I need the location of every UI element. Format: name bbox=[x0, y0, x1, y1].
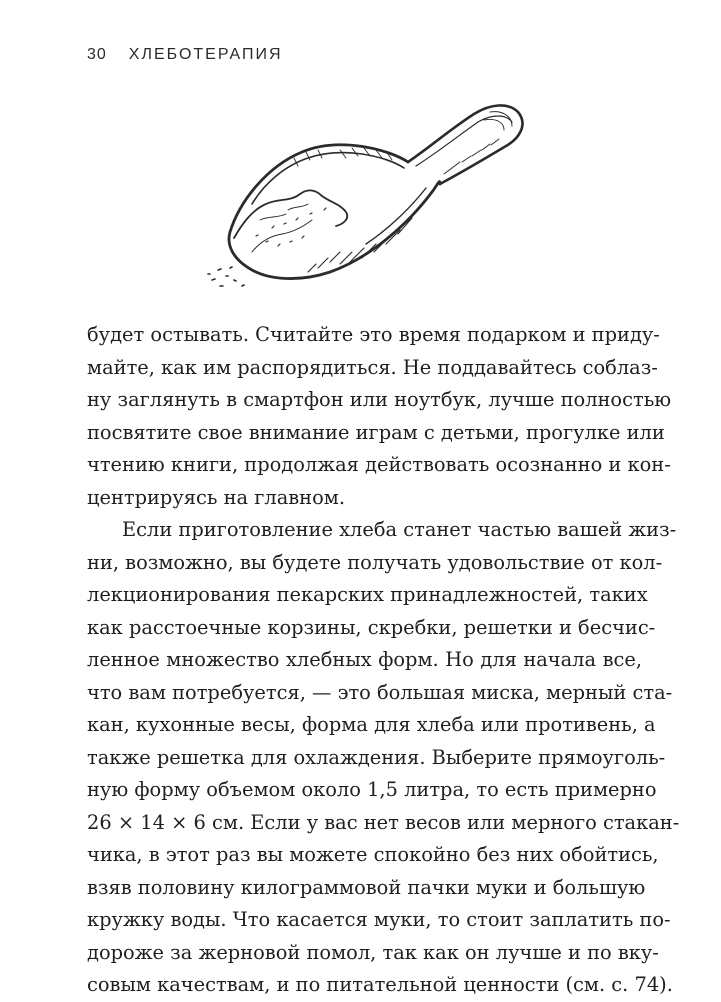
text-line: также решетка для охлаждения. Выберите прямоуголь- bbox=[87, 745, 666, 769]
text-line: чтению книги, продолжая действовать осознанно и кон- bbox=[87, 453, 671, 476]
running-title: ХЛЕБОТЕРАПИЯ bbox=[128, 46, 283, 63]
paragraph-1 bbox=[87, 319, 672, 514]
body-text bbox=[87, 319, 680, 1002]
text-line: центрируясь на главном. bbox=[87, 485, 346, 509]
running-head bbox=[87, 46, 283, 64]
text-line: кружку воды. Что касается муки, то стоит заплатить по- bbox=[87, 908, 671, 931]
text-line: майте, как им распорядиться. Не поддавайтесь соблаз- bbox=[87, 355, 658, 379]
paragraph-2 bbox=[87, 514, 680, 1002]
text-line: как расстоечные корзины, скребки, решетки и бесчис- bbox=[87, 615, 656, 639]
page-number: 30 bbox=[87, 46, 107, 63]
text-line: что вам потребуется, — это большая миска, мерный ста- bbox=[87, 680, 673, 704]
text-line: дороже за жерновой помол, так как он лучше и по вку- bbox=[87, 940, 659, 964]
flour-scoop-icon bbox=[190, 92, 540, 302]
text-line: кан, кухонные весы, форма для хлеба или противень, а bbox=[87, 713, 656, 736]
text-line: ленное множество хлебных форм. Но для начала все, bbox=[87, 648, 642, 671]
text-line: 26 × 14 × 6 см. Если у вас нет весов или мерного стакан- bbox=[87, 810, 680, 834]
text-line: взяв половину килограммовой пачки муки и большую bbox=[87, 875, 646, 899]
text-line: ну заглянуть в смартфон или ноутбук, лучше полностью bbox=[87, 388, 672, 411]
text-line: Если приготовление хлеба станет частью вашей жиз- bbox=[122, 518, 677, 541]
text-line: лекционирования пекарских принадлежностей, таких bbox=[87, 583, 648, 606]
text-line: будет остывать. Считайте это время подарком и приду- bbox=[87, 323, 660, 346]
text-line: ную форму объемом около 1,5 литра, то есть примерно bbox=[87, 778, 657, 801]
text-line: чика, в этот раз вы можете спокойно без них обойтись, bbox=[87, 843, 659, 866]
text-line: посвятите свое внимание играм с детьми, прогулке или bbox=[87, 420, 665, 444]
text-line: ни, возможно, вы будете получать удовольствие от кол- bbox=[87, 550, 663, 574]
text-line: совым качествам, и по питательной ценности (см. с. 74). bbox=[87, 973, 673, 996]
